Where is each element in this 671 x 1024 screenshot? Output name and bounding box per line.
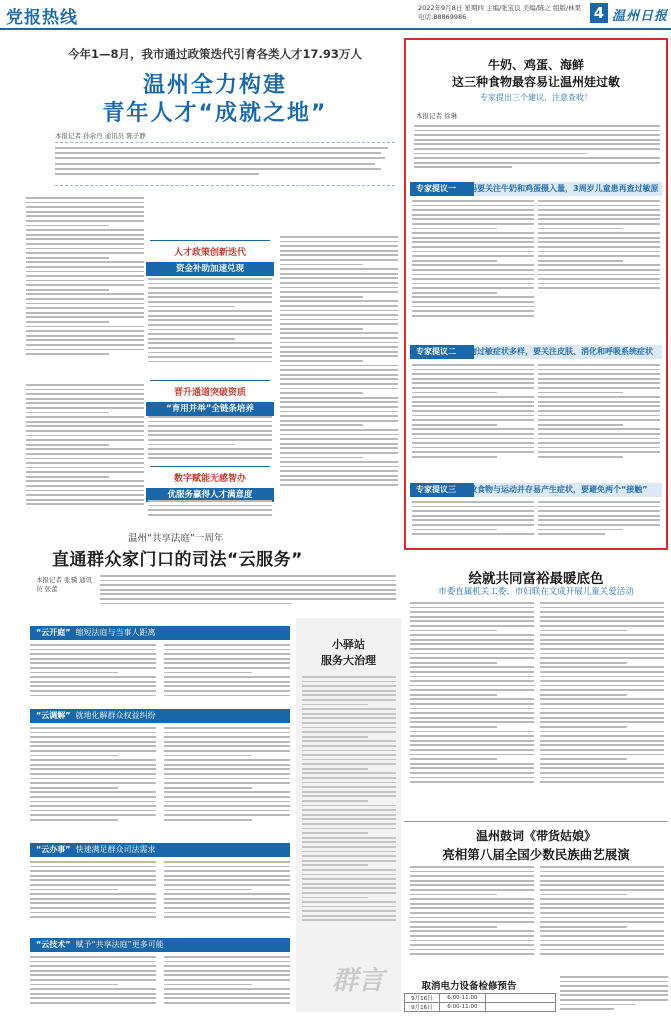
court-section-1 bbox=[30, 626, 290, 640]
notice-date: 9月16日 bbox=[405, 994, 440, 1003]
feature-section-2-lead: 专家提议二 bbox=[416, 347, 456, 356]
lead-byline: 本报记者 孙余丹 通讯员 陈子静 bbox=[55, 132, 146, 140]
notice-time: 6:00-11:00 bbox=[439, 1003, 485, 1012]
lead-kicker: 今年1—8月，我市通过政策迭代引育各类人才17.93万人 bbox=[68, 47, 362, 61]
feature-s3-col1 bbox=[412, 501, 534, 545]
court-section-2-tail: 就地化解群众权益纠纷 bbox=[75, 711, 156, 720]
feature-s1-col2 bbox=[538, 200, 660, 304]
court-section-4 bbox=[30, 938, 290, 952]
lead-subhead-2 bbox=[146, 380, 274, 416]
feature-section-3-lead: 专家提议三 bbox=[416, 485, 456, 494]
article-2-kicker: 温州鼓词《带货姑娘》 bbox=[475, 829, 596, 843]
lead-body-col1 bbox=[26, 197, 144, 377]
notice-side-text bbox=[560, 976, 668, 1012]
feature-intro bbox=[414, 125, 660, 175]
commentary-title-line1: 小驿站 bbox=[332, 638, 365, 651]
notice-date: 9月16日 bbox=[405, 1003, 440, 1012]
court-kicker: 温州“共享法庭”一周年 bbox=[128, 533, 224, 544]
feature-section-1-tail: 孕妈要关注牛奶和鸡蛋摄入量，3周岁儿童患再查过敏原 bbox=[461, 184, 659, 193]
issue-phone: 电话:88869986 bbox=[418, 13, 467, 21]
court-section-2 bbox=[30, 709, 290, 723]
feature-section-3 bbox=[410, 483, 662, 497]
paper-logo: 温州日报 bbox=[612, 9, 669, 24]
court-byline: 本报记者 张骥 通讯员 张蕾 bbox=[36, 576, 93, 593]
feature-section-2-tail: 食物过敏症状多样，要关注皮肤、消化和呼吸系统症状 bbox=[461, 347, 653, 356]
lead-summary bbox=[55, 142, 395, 186]
lead-title-line1: 温州全力构建 bbox=[142, 73, 287, 98]
section-title: 党报热线 bbox=[6, 8, 78, 28]
lead-subhead-1 bbox=[146, 240, 274, 276]
feature-s1-col1 bbox=[412, 200, 534, 336]
article-1-subtitle: 市委直属机关工委、市妇联在文成开展儿童关爱活动 bbox=[438, 587, 634, 597]
feature-section-1 bbox=[410, 182, 662, 196]
subhead-3-bar: 优服务赢得人才满意度 bbox=[146, 488, 274, 502]
feature-s2-col1 bbox=[412, 364, 534, 472]
court-s3-col2 bbox=[164, 861, 290, 931]
issue-date-editors: 2022年9月8日 星期四 主编/张宝良 美编/陈之 组版/林果 bbox=[418, 4, 582, 12]
subhead-1-bar: 资金补助加速兑现 bbox=[146, 262, 274, 276]
court-section-3-lead: “云办事” bbox=[36, 845, 71, 854]
lead-body-col2a bbox=[148, 278, 272, 374]
lead-subhead-3 bbox=[146, 466, 274, 502]
feature-title-line1: 牛奶、鸡蛋、海鲜 bbox=[487, 58, 584, 72]
commentary-body bbox=[302, 676, 396, 956]
subhead-2-bar: “育用并举”全链条培养 bbox=[146, 402, 274, 416]
page-header bbox=[0, 0, 671, 30]
feature-section-2 bbox=[410, 345, 662, 359]
court-s4-col2 bbox=[164, 956, 290, 1014]
subhead-2-kicker: 晋升通道突破资质 bbox=[173, 388, 246, 398]
feature-s2-col2 bbox=[538, 364, 660, 472]
court-s2-col1 bbox=[30, 727, 156, 837]
court-s1-col2 bbox=[164, 644, 290, 706]
court-intro bbox=[100, 575, 396, 613]
subhead-3-kicker: 数字赋能无感智办 bbox=[173, 474, 246, 484]
court-title: 直通群众家门口的司法“云服务” bbox=[52, 550, 303, 570]
article-2-col2 bbox=[540, 866, 664, 970]
court-section-2-lead: “云调解” bbox=[36, 711, 71, 720]
article-1-col2 bbox=[540, 602, 664, 812]
notice-time: 6:00-11:00 bbox=[439, 994, 485, 1003]
court-s2-col2 bbox=[164, 727, 290, 837]
table-row bbox=[405, 1003, 556, 1012]
subhead-1-kicker: 人才政策创新迭代 bbox=[173, 248, 246, 258]
notice-table bbox=[404, 993, 556, 1012]
table-row bbox=[405, 994, 556, 1003]
court-section-3 bbox=[30, 843, 290, 857]
feature-title-line2: 这三种食物最容易让温州娃过敏 bbox=[451, 75, 620, 89]
page-number: 4 bbox=[590, 3, 608, 23]
feature-s3-col2 bbox=[538, 501, 660, 545]
court-s4-col1 bbox=[30, 956, 156, 1014]
notice-title: 取消电力设备检修预告 bbox=[421, 981, 517, 992]
article-2-title: 亮相第八届全国少数民族曲艺展演 bbox=[442, 847, 630, 862]
court-s3-col1 bbox=[30, 861, 156, 931]
commentary-title-line2: 服务大治理 bbox=[321, 654, 376, 667]
issue-meta bbox=[418, 4, 588, 22]
court-section-4-lead: “云技术” bbox=[36, 940, 71, 949]
feature-byline: 本报记者 徐琳 bbox=[416, 112, 458, 120]
article-1-col1 bbox=[410, 602, 534, 812]
feature-section-3-tail: 过敏食物与运动并存易产生症状，要避免两个“接触” bbox=[461, 485, 648, 494]
divider bbox=[404, 821, 668, 822]
court-s1-col1 bbox=[30, 644, 156, 706]
lead-body-col1b bbox=[26, 384, 144, 524]
article-2-col1 bbox=[410, 866, 534, 970]
court-section-3-tail: 快速满足群众司法需求 bbox=[75, 845, 156, 854]
lead-body-col2c bbox=[148, 500, 272, 524]
court-section-4-tail: 赋予“共享法庭”更多可能 bbox=[75, 940, 164, 949]
court-section-1-lead: “云开庭” bbox=[36, 628, 71, 637]
lead-body-col3 bbox=[280, 236, 398, 526]
lead-body-col2b bbox=[148, 416, 272, 468]
commentary-watermark: 群言 bbox=[332, 966, 385, 996]
feature-section-1-lead: 专家提议一 bbox=[416, 184, 456, 193]
court-section-1-tail: 缩短法庭与当事人距离 bbox=[75, 628, 156, 637]
lead-title-line2: 青年人才“成就之地” bbox=[102, 101, 328, 126]
feature-subtitle: 专家提出三个建议，注意查收！ bbox=[480, 93, 592, 102]
article-1-title: 绘就共同富裕最暖底色 bbox=[468, 571, 604, 587]
